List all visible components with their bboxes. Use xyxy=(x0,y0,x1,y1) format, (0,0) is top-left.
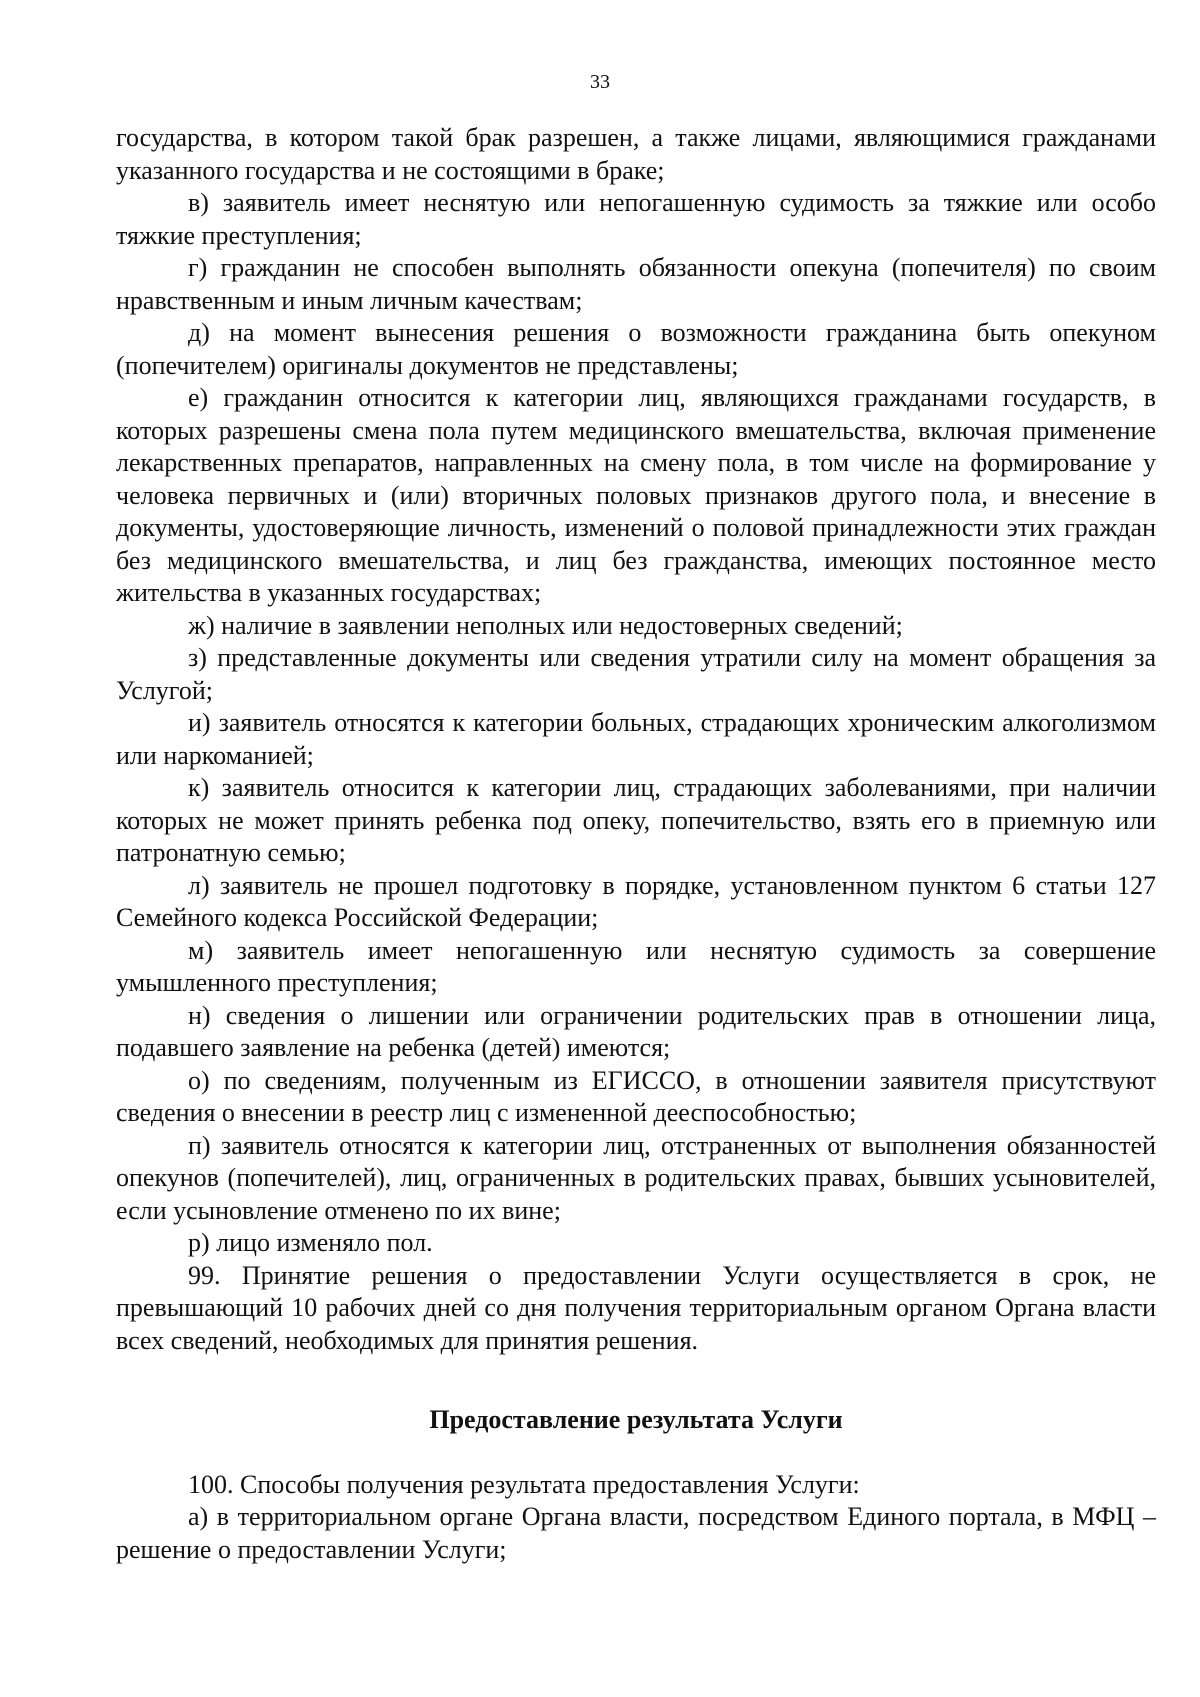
clause-100: 100. Способы получения результата предоставления Услуги: xyxy=(188,1469,860,1499)
list-item-n: н) сведения о лишении или ограничении родительских прав в отношении лица, подавшего заявление на ребенка (детей) имеются; xyxy=(116,1000,1156,1062)
list-item-a: а) в территориальном органе Органа власти, посредством Единого портала, в МФЦ – решение о предоставлении Услуги; xyxy=(116,1502,1156,1564)
list-item-o: о) по сведениям, полученным из ЕГИССО, в отношении заявителя присутствуют сведения о внесении в реестр лиц с измененной дееспособностью; xyxy=(116,1065,1156,1127)
list-item-l: л) заявитель не прошел подготовку в порядке, установленном пунктом 6 статьи 127 Семейного кодекса Российской Федерации; xyxy=(116,870,1156,932)
list-item-k: к) заявитель относится к категории лиц, страдающих заболеваниями, при наличии которых не может принять ребенка под опеку, попечительство, взять его в приемную или патронатную семью; xyxy=(116,773,1156,867)
list-item-z: з) представленные документы или сведения утратили силу на момент обращения за Услугой; xyxy=(116,643,1156,705)
list-item-g: г) гражданин не способен выполнять обязанности опекуна (попечителя) по своим нравственным и иным личным качествам; xyxy=(116,253,1156,315)
list-item-m: м) заявитель имеет непогашенную или неснятую судимость за совершение умышленного преступления; xyxy=(116,935,1156,997)
list-item-v: в) заявитель имеет неснятую или непогашенную судимость за тяжкие или особо тяжкие преступления; xyxy=(116,188,1156,250)
paragraph-list-after-heading xyxy=(116,1469,1156,1567)
list-item-zh: ж) наличие в заявлении неполных или недостоверных сведений; xyxy=(188,610,903,640)
list-item-p: п) заявитель относятся к категории лиц, отстраненных от выполнения обязанностей опекунов (попечителей), лиц, ограниченных в родительских правах, бывших усыновителей, если усыновление отменено по их вине; xyxy=(116,1130,1156,1225)
document-body xyxy=(116,122,1156,1566)
list-item-i: и) заявитель относятся к категории больных, страдающих хроническим алкоголизмом или наркоманией; xyxy=(116,708,1156,770)
section-heading: Предоставление результата Услуги xyxy=(429,1405,843,1434)
list-item-d: д) на момент вынесения решения о возможности гражданина быть опекуном (попечителем) оригиналы документов не представлены; xyxy=(116,318,1156,380)
paragraph: государства, в котором такой брак разрешен, а также лицами, являющимися гражданами указанного государства и не состоящими в браке; xyxy=(116,123,1156,185)
paragraph-list-before-heading xyxy=(116,122,1156,1357)
list-item-e: е) гражданин относится к категории лиц, являющихся гражданами государств, в которых разрешены смена пола путем медицинского вмешательства, включая применение лекарственных препаратов, направленных на смену пола, в том числе на формирование у человека первичных и (или) вторичных половых признаков другого пола, и внесение в документы, удостоверяющие личность, изменений о половой принадлежности этих граждан без медицинского вмешательства, и лиц без гражданства, имеющих постоянное место жительства в указанных государствах; xyxy=(116,383,1156,607)
clause-99: 99. Принятие решения о предоставлении Услуги осуществляется в срок, не превышающий 10 рабочих дней со дня получения территориальным органом Органа власти всех сведений, необходимых для принятия решения. xyxy=(116,1260,1156,1355)
list-item-r: р) лицо изменяло пол. xyxy=(188,1228,433,1257)
page-number: 33 xyxy=(590,71,610,93)
